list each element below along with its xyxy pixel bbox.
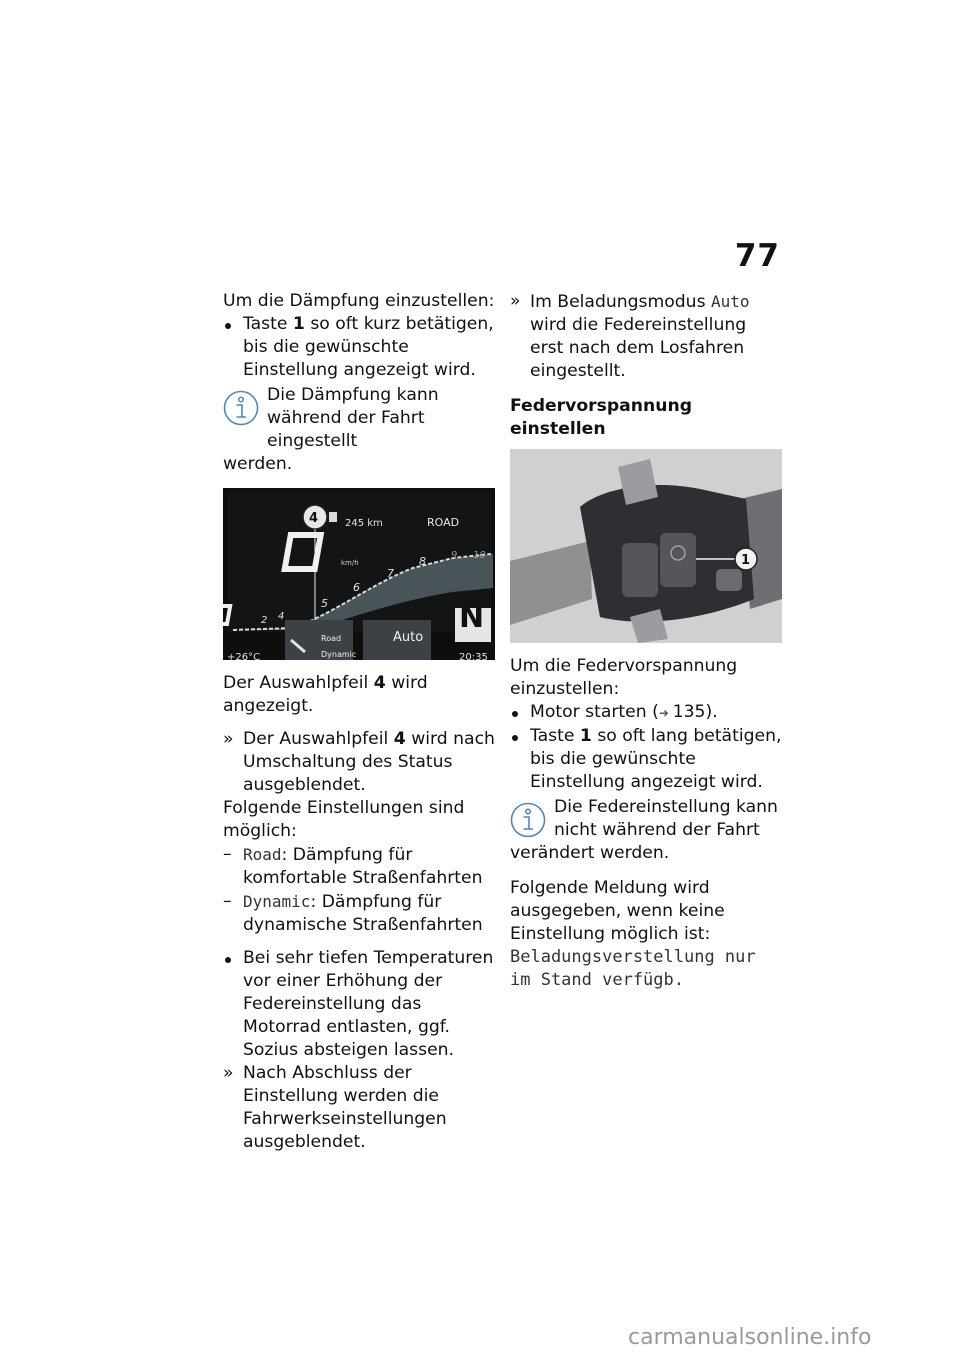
option-auto-label: Auto (393, 630, 424, 645)
option-code: Road (243, 845, 282, 864)
options-intro: Folgende Einstellungen sind möglich: (223, 798, 465, 841)
tick-label: 9 (451, 550, 458, 561)
temperature-label: +26°C (227, 652, 261, 660)
message-code: Beladungsverstellung nur im Stand verfügb. (510, 947, 756, 990)
range-label: 245 km (345, 518, 383, 529)
option-item: – Road: Dämpfung für komfortable Straßenfahrten (223, 844, 483, 888)
result-item: » Der Auswahlpfeil 4 wird nach Umschaltung des Status ausgeblendet. (223, 729, 495, 795)
bullet-icon (510, 701, 528, 724)
option-item: – Dynamic: Dämpfung für dynamische Straßenfahrten (223, 891, 483, 935)
page-number: 77 (734, 238, 780, 274)
result-item: » Nach Abschluss der Einstellung werden die Fahrwerkseinstellungen ausgeblendet. (223, 1063, 447, 1152)
tick-label: 4 (278, 611, 285, 622)
ref-number: 1 (292, 314, 305, 334)
marker-label: 1 (741, 553, 751, 568)
tick-label: 5 (321, 597, 328, 610)
note-text-cont: werden. (223, 454, 293, 474)
info-note (510, 796, 782, 865)
intro-text: Um die Federvorspannung einzustellen: (510, 656, 738, 699)
handlebar-figure (510, 449, 782, 643)
result-item: » Im Beladungsmodus Auto wird die Federeinstellung erst nach dem Losfahren eingestellt. (510, 291, 750, 381)
page-reference-arrow-icon: ➜ (658, 706, 673, 720)
intro-text: Um die Dämpfung einzustellen: (223, 291, 495, 311)
bullet-item: Taste 1 so oft lang betätigen, bis die gewünschte Einstellung angezeigt wird. (510, 725, 782, 794)
option-dynamic-label: Dynamic (321, 650, 357, 659)
handlebar-switch-graphic (510, 449, 782, 643)
tick-label: 6 (353, 581, 360, 594)
bullet-icon (223, 947, 241, 970)
marker-label: 4 (309, 511, 319, 526)
bullet-item: Motor starten (➜ 135). (510, 701, 782, 725)
option-code: Dynamic (243, 892, 311, 911)
footer-watermark: carmanualsonline.info (628, 1325, 872, 1350)
message-paragraph: Folgende Meldung wird ausgegeben, wenn keine Einstellung möglich ist: Beladungsverstellung nur im Stand verfügb. (510, 878, 756, 990)
caption-text: Der Auswahlpfeil 4 wird angezeigt. (223, 673, 428, 716)
info-icon (223, 390, 259, 426)
result-arrow-icon: » (510, 291, 521, 311)
dash-icon: – (223, 844, 232, 864)
speed-unit-label: km/h (341, 559, 359, 567)
section-heading: Federvorspannung einstellen (510, 396, 693, 439)
bullet-icon (223, 313, 241, 336)
tick-label: 2 (261, 615, 268, 626)
mode-label: ROAD (427, 516, 460, 529)
info-note (223, 384, 495, 476)
right-column (510, 290, 782, 992)
dash-icon: – (223, 891, 232, 911)
tick-label: 10 (473, 550, 486, 561)
bullet-item: Bei sehr tiefen Temperaturen vor einer Erhöhung der Federeinstellung das Motorrad entlasten, ggf. Sozius absteigen lassen. (223, 947, 495, 1062)
info-icon (510, 802, 546, 838)
note-text-cont: verändert werden. (510, 843, 670, 863)
time-label: 20:35 (459, 652, 488, 660)
left-column (223, 290, 495, 1154)
dashboard-figure (223, 488, 495, 660)
page-reference[interactable]: 135 (672, 702, 706, 722)
note-text: Die Federeinstellung kann nicht während der Fahrt (554, 797, 778, 840)
tick-label: 8 (419, 555, 426, 568)
mode-code: Auto (711, 292, 750, 311)
bullet-item: Taste 1 so oft kurz betätigen, bis die gewünschte Einstellung angezeigt wird. (223, 313, 495, 382)
result-arrow-icon: » (223, 729, 234, 749)
bullet-icon (510, 725, 528, 748)
option-road-label: Road (321, 634, 342, 643)
note-text: Die Dämpfung kann während der Fahrt eingestellt (267, 385, 439, 451)
result-arrow-icon: » (223, 1063, 234, 1083)
gear-label: N (459, 600, 485, 635)
tick-label: 7 (387, 567, 394, 580)
